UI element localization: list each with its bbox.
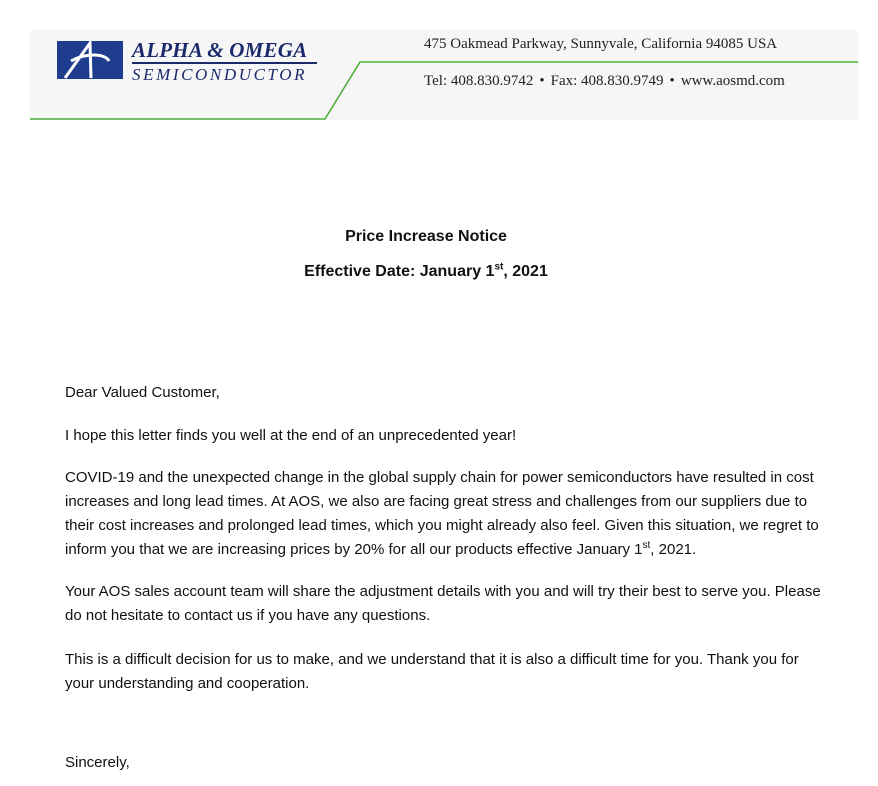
company-address: 475 Oakmead Parkway, Sunnyvale, California 94085 USA [424,36,778,52]
effective-date-sup: st [494,261,504,273]
website-link[interactable]: www.aosmd.com [680,73,785,89]
paragraph-price-increase-sup: st [642,540,651,551]
paragraph-price-increase-main: COVID-19 and the unexpected change in the global supply chain for power semiconductors have resulted in cost increases and long lead times. At AOS, we also are facing great stress and challenges from our suppliers due to their cost increases and prolonged lead times, which you might already also feel. Given this situation, we regret to inform you that we are increasing prices by 20% for all our products effective January 1 [65,469,819,558]
effective-date [0,263,852,281]
separator-bullet: • [539,73,545,89]
logo-underline [132,62,317,64]
paragraph-sales-team: Your AOS sales account team will share the adjustment details with you and will try their best to serve you. Please do not hesitate to contact us if you have any questions. [65,583,821,624]
company-logo-text [132,38,317,85]
logo-mark [57,41,123,79]
tel-number: Tel: 408.830.9742 [424,73,534,89]
greeting: Dear Valued Customer, [65,384,220,401]
paragraph-closing-note: This is a difficult decision for us to make, and we understand that it is also a difficult time for you. Thank you for your understanding and cooperation. [65,651,799,692]
effective-date-suffix: , 2021 [503,263,548,280]
company-subtitle: SEMICONDUCTOR [132,65,308,84]
paragraph-intro: I hope this letter finds you well at the end of an unprecedented year! [65,427,517,444]
notice-title: Price Increase Notice [345,228,507,245]
closing: Sincerely, [65,754,130,771]
paragraph-price-increase-end: , 2021. [650,541,697,558]
company-name: ALPHA & OMEGA [132,38,308,62]
separator-bullet: • [669,73,675,89]
letterhead [0,0,878,130]
paragraph-price-increase [65,466,825,562]
fax-number: Fax: 408.830.9749 [550,73,664,89]
effective-date-prefix: Effective Date: January 1 [304,263,495,280]
contact-line [424,73,785,90]
